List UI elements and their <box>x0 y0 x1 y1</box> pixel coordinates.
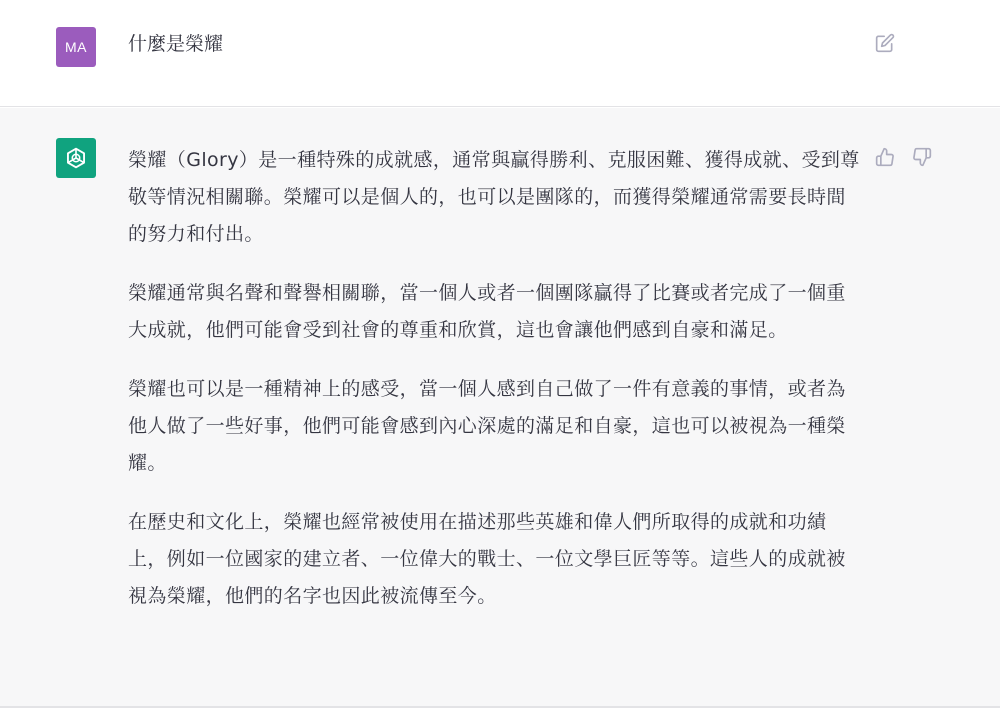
answer-paragraph: 榮耀通常與名聲和聲譽相關聯，當一個人或者一個團隊贏得了比賽或者完成了一個重大成就，他們可能會受到社會的尊重和欣賞，這也會讓他們感到自豪和滿足。 <box>128 282 846 341</box>
user-message-text: 什麼是榮耀 <box>128 33 224 55</box>
assistant-answer <box>128 142 860 637</box>
answer-paragraph: 榮耀也可以是一種精神上的感受，當一個人感到自己做了一件有意義的事情，或者為他人做了一些好事，他們可能會感到內心深處的滿足和自豪，這也可以被視為一種榮耀。 <box>128 378 846 474</box>
thumbs-up-icon <box>875 147 895 167</box>
user-avatar: MA <box>56 27 96 67</box>
thumbs-down-icon <box>912 147 932 167</box>
answer-paragraph: 榮耀（Glory）是一種特殊的成就感，通常與贏得勝利、克服困難、獲得成就、受到尊敬等情況相關聯。榮耀可以是個人的，也可以是團隊的，而獲得榮耀通常需要長時間的努力和付出。 <box>128 149 860 245</box>
user-message-row <box>0 0 1000 107</box>
openai-logo-icon <box>62 144 90 172</box>
thumbs-up-button[interactable] <box>872 144 898 170</box>
answer-paragraph: 在歷史和文化上，榮耀也經常被使用在描述那些英雄和偉人們所取得的成就和功績上，例如一位國家的建立者、一位偉大的戰士、一位文學巨匠等等。這些人的成就被視為榮耀，他們的名字也因此被流傳至今。 <box>128 511 846 607</box>
thumbs-down-button[interactable] <box>909 144 935 170</box>
assistant-avatar <box>56 138 96 178</box>
edit-icon <box>875 33 895 53</box>
assistant-message-row <box>0 108 1000 708</box>
edit-message-button[interactable] <box>872 30 898 56</box>
